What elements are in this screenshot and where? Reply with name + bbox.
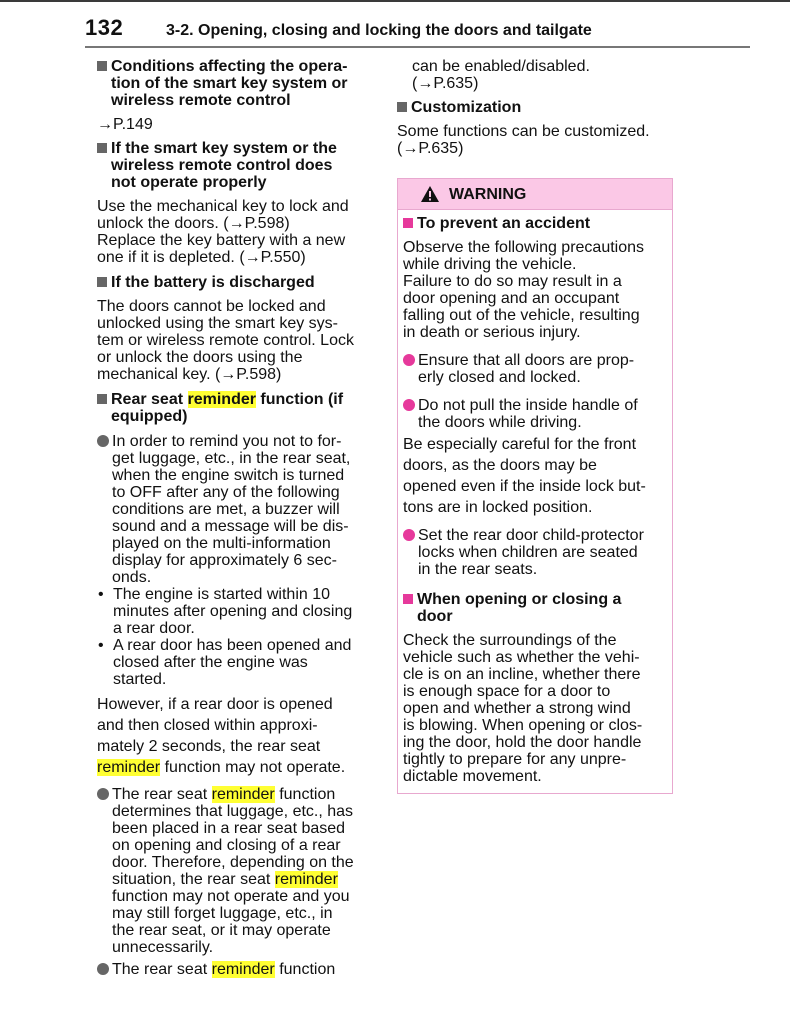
- pink-dot-icon: [403, 399, 415, 411]
- paragraph-customization: Some functions can be customized. (→P.635): [397, 123, 650, 157]
- square-bullet-icon: [97, 143, 107, 153]
- round-bullet-icon: [97, 435, 109, 447]
- bullet-item: In order to remind you not to for- get luggage, etc., in the rear seat, when the engine switch is turned to OFF after any of the following conditions are met, a buzzer will sound and a message will be dis- played on the multi-information display for approximately 6 sec- onds.: [97, 433, 372, 586]
- dash-item: • The engine is started within 10 minutes after opening and closing a rear door.: [98, 586, 353, 637]
- paragraph-surroundings: Check the surroundings of the vehicle such as whether the vehi- cle is on an incline, whether there is enough space for a door to open and whether a strong wind is blowing. When opening or clos- ing the door, hold the door handle tightly to prepare for any unpre- dictable movement.: [403, 632, 643, 785]
- search-highlight: reminder: [274, 871, 338, 888]
- left-column: [97, 58, 372, 978]
- warning-title: WARNING: [449, 185, 527, 203]
- square-bullet-icon: [97, 394, 107, 404]
- paragraph-battery: The doors cannot be locked and unlocked using the smart key sys- tem or wireless remote control. Lock or unlock the doors using the mechanical key. (→P.598): [97, 298, 354, 383]
- page-header: [85, 14, 750, 48]
- chapter-title: 3-2. Opening, closing and locking the doors and tailgate: [166, 22, 592, 39]
- paragraph-however: However, if a rear door is opened and then closed within approxi- mately 2 seconds, the rear seat reminder function may not operate.: [97, 696, 346, 776]
- pink-square-icon: [403, 594, 413, 604]
- warning-bullet: Set the rear door child-protector locks when children are seated in the rear seats.: [403, 527, 667, 578]
- heading-rear-seat-reminder: Rear seat reminder function (if equipped): [97, 391, 372, 425]
- pink-dot-icon: [403, 529, 415, 541]
- square-bullet-icon: [97, 277, 107, 287]
- top-border: [0, 0, 790, 2]
- square-bullet-icon: [97, 61, 107, 71]
- heading-battery: If the battery is discharged: [97, 274, 372, 291]
- dash-item: • A rear door has been opened and closed after the engine was started.: [98, 637, 352, 688]
- right-column: [397, 58, 673, 794]
- paragraph-front-doors: Be especially careful for the front doors, as the doors may be opened even if the inside lock but- tons are in locked position.: [403, 436, 646, 516]
- warning-bullet: Ensure that all doors are prop- erly closed and locked.: [403, 352, 667, 386]
- bullet-item: The rear seat reminder function: [97, 961, 372, 978]
- heading-opening-closing: When opening or closing a door: [403, 591, 667, 625]
- bullet-item: The rear seat reminder function determines that luggage, etc., has been placed in a rear seat based on opening and closing of a rear door. Therefore, depending on the situation, the rear seat reminder function may not operate and you may still forget luggage, etc., in the rear seat, or it may operate unnecessarily.: [97, 786, 372, 956]
- heading-text: Conditions affecting the opera- tion of the smart key system or wireless remote control: [111, 58, 348, 109]
- square-bullet-icon: [397, 102, 407, 112]
- heading-not-operate: If the smart key system or the wireless remote control does not operate properly: [97, 140, 372, 191]
- search-highlight: reminder: [187, 391, 256, 408]
- page-reference: →P.149: [97, 116, 153, 133]
- round-bullet-icon: [97, 963, 109, 975]
- paragraph-mechanical-key: Use the mechanical key to lock and unlock the doors. (→P.598) Replace the key battery with a new one if it is depleted. (→P.550): [97, 198, 349, 266]
- heading-customization: Customization: [397, 99, 673, 116]
- round-bullet-icon: [97, 788, 109, 800]
- search-highlight: reminder: [211, 961, 275, 978]
- warning-bullet: Do not pull the inside handle of the doors while driving.: [403, 397, 667, 431]
- pink-dot-icon: [403, 354, 415, 366]
- pink-square-icon: [403, 218, 413, 228]
- paragraph-precautions: Observe the following precautions while driving the vehicle. Failure to do so may result in a door opening and an occupant falling out of the vehicle, resulting in death or serious injury.: [403, 239, 645, 341]
- continued-text: can be enabled/disabled. (→P.635): [412, 58, 590, 92]
- search-highlight: reminder: [211, 786, 275, 803]
- search-highlight: reminder: [97, 759, 161, 776]
- heading-prevent-accident: To prevent an accident: [403, 215, 667, 232]
- warning-box: [397, 178, 673, 794]
- heading-conditions: [97, 58, 372, 109]
- page-number: 132: [85, 15, 124, 40]
- warning-triangle-icon: [420, 185, 440, 203]
- warning-header: [398, 179, 672, 210]
